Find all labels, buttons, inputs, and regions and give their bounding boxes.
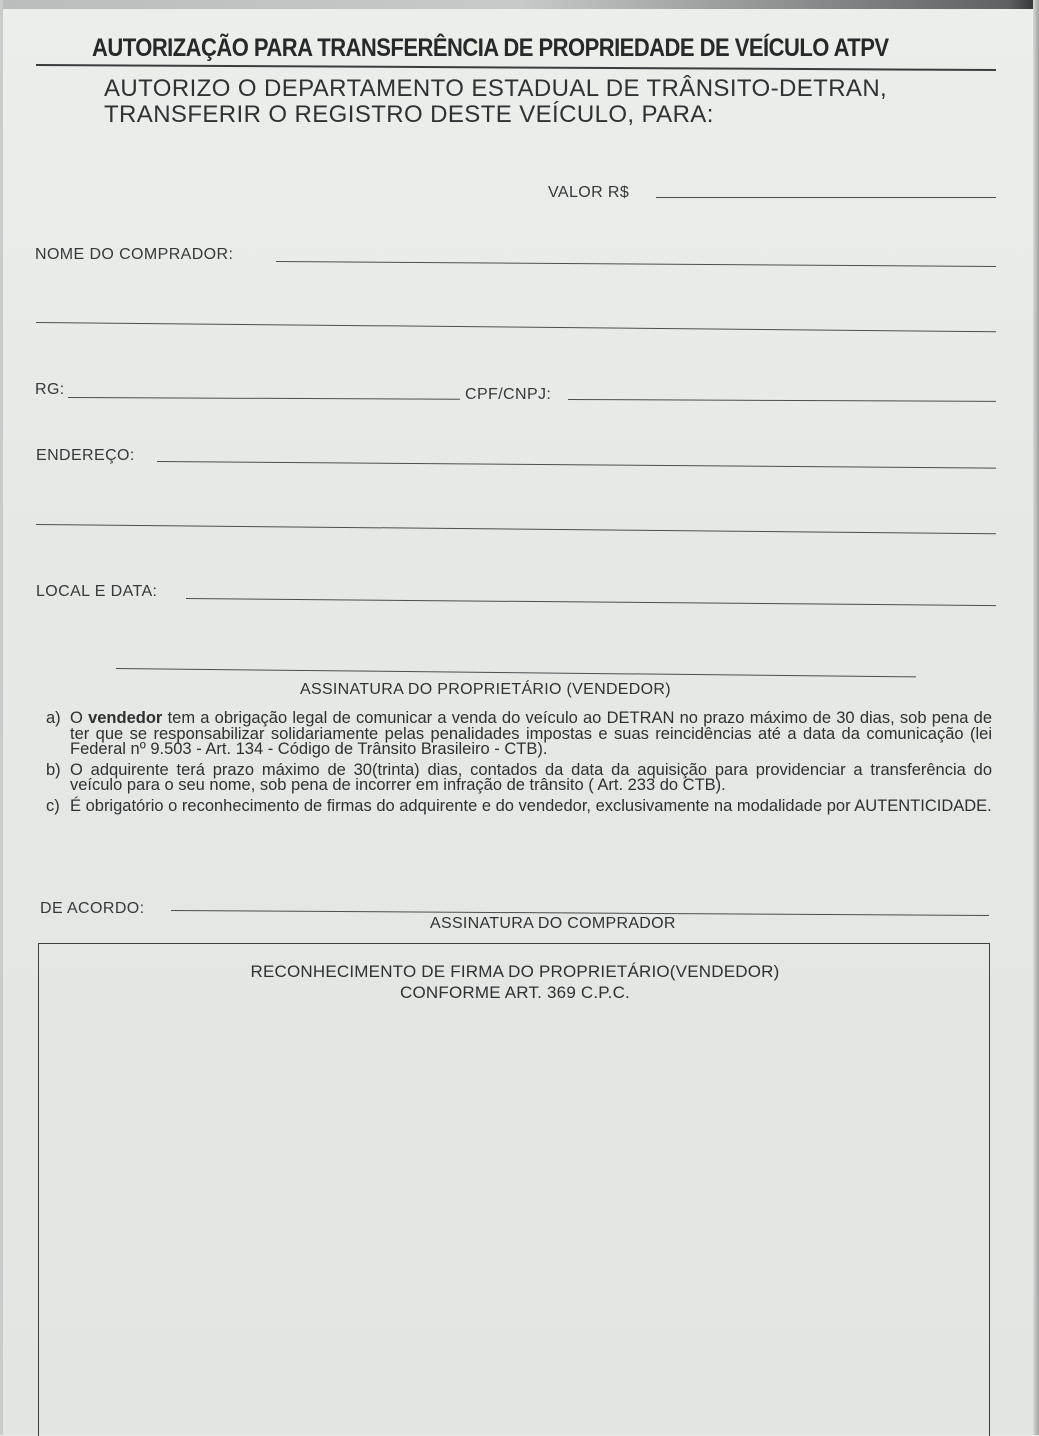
- note-text: O vendedor tem a obrigação legal de comunicar a venda do veículo ao DETRAN no prazo máximo de 30 dias, sob pena de ter que se responsabilizar solidariamente pelas penalidades impostas e suas reincidências até a data da comunicação (lei Federal nº 9.503 - Art. 134 - Código de Trânsito Brasileiro - CTB).: [70, 709, 992, 758]
- address-label: ENDEREÇO:: [36, 447, 135, 464]
- cpf-cnpj-label: CPF/CNPJ:: [465, 386, 552, 403]
- authorization-text: [104, 76, 887, 128]
- note-marker: b): [46, 760, 61, 779]
- paper-right-edge: [1033, 0, 1039, 1435]
- buyer-agreement-label: DE ACORDO:: [40, 900, 145, 917]
- seller-signature-line[interactable]: [116, 668, 916, 678]
- buyer-name-field-continued[interactable]: [36, 322, 996, 333]
- paper-left-edge: [0, 0, 3, 1435]
- notary-box-line-2: CONFORME ART. 369 C.P.C.: [400, 983, 630, 1002]
- rg-label: RG:: [35, 381, 65, 398]
- cpf-cnpj-field[interactable]: [568, 399, 996, 403]
- buyer-name-label: NOME DO COMPRADOR:: [35, 246, 234, 263]
- notary-box-title: [0, 961, 1030, 1003]
- authorization-line-2: TRANSFERIR O REGISTRO DESTE VEÍCULO, PARA:: [104, 101, 714, 128]
- seller-signature-caption: ASSINATURA DO PROPRIETÁRIO (VENDEDOR): [300, 681, 671, 698]
- place-date-label: LOCAL E DATA:: [36, 583, 158, 600]
- legal-notes: [46, 711, 992, 819]
- authorization-line-1: AUTORIZO O DEPARTAMENTO ESTADUAL DE TRÂNSITO-DETRAN,: [104, 75, 888, 102]
- notary-box-line-1: RECONHECIMENTO DE FIRMA DO PROPRIETÁRIO(VENDEDOR): [250, 962, 780, 981]
- rg-field[interactable]: [68, 397, 460, 401]
- note-bold-term: vendedor: [88, 709, 163, 727]
- note-text: O adquirente terá prazo máximo de 30(trinta) dias, contados da data da aquisição para providenciar a transferência do veículo para o seu nome, sob pena de incorrer em infração de trânsito ( Art. 233 do CTB).: [70, 760, 992, 794]
- buyer-signature-caption: ASSINATURA DO COMPRADOR: [430, 915, 676, 932]
- address-field[interactable]: [157, 461, 996, 470]
- note-marker: c): [46, 796, 60, 815]
- valor-label: VALOR R$: [548, 184, 630, 201]
- note-item: [46, 711, 992, 758]
- note-item: [46, 760, 992, 794]
- note-marker: a): [46, 709, 61, 727]
- buyer-name-field[interactable]: [276, 261, 996, 268]
- note-text: É obrigatório o reconhecimento de firmas do adquirente e do vendedor, exclusivamente na modalidade por AUTENTICIDADE.: [70, 796, 992, 815]
- note-item: [46, 796, 992, 815]
- address-field-continued[interactable]: [36, 524, 996, 535]
- paper-top-edge: [0, 0, 1039, 9]
- place-date-field[interactable]: [186, 598, 996, 607]
- notary-recognition-box[interactable]: [38, 943, 990, 1436]
- form-title: AUTORIZAÇÃO PARA TRANSFERÊNCIA DE PROPRIEDADE DE VEÍCULO ATPV: [92, 34, 889, 62]
- valor-field[interactable]: [656, 197, 996, 199]
- title-rule: [36, 64, 996, 71]
